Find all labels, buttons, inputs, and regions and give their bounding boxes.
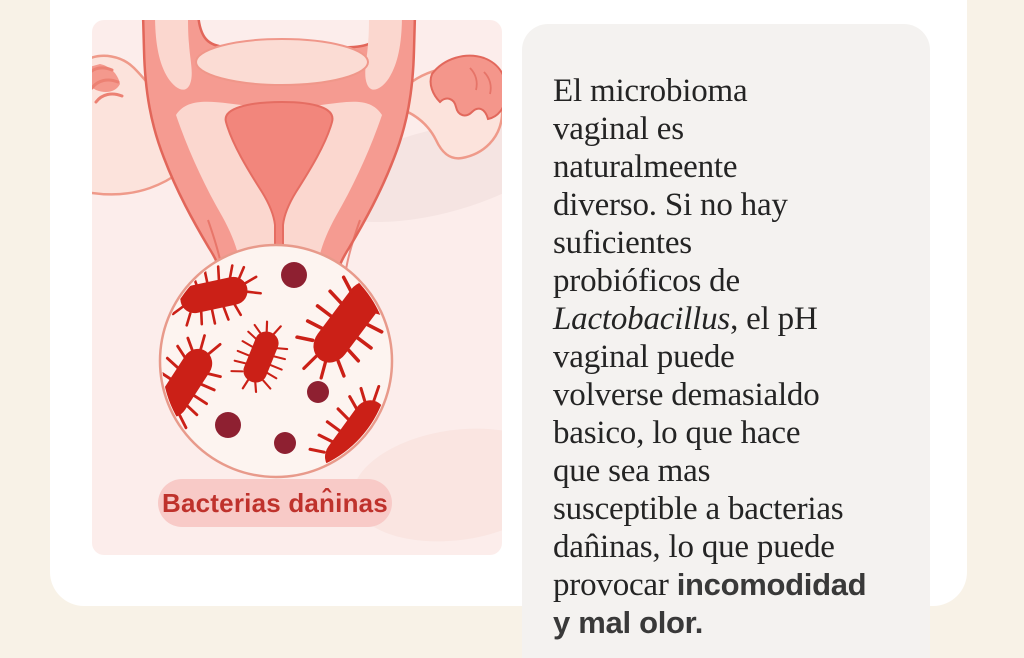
bacteria-label: Bacterias dan̂inas	[162, 487, 388, 518]
paragraph-line	[553, 72, 913, 110]
bacteria-label-pill	[158, 479, 392, 527]
line-text: suficientes	[553, 225, 692, 261]
line-text: provocar	[553, 567, 677, 603]
paragraph-line	[553, 604, 913, 642]
body-paragraph	[553, 72, 913, 642]
emphasis-text: incomodidad	[676, 567, 867, 602]
paragraph-line	[553, 414, 913, 452]
line-text: , el pH	[730, 301, 818, 337]
paragraph-line	[553, 490, 913, 528]
bacteria-dot-icon	[215, 412, 241, 438]
uterus-illustration	[92, 20, 502, 555]
paragraph-line	[553, 566, 913, 604]
bacteria-dot-icon	[274, 432, 296, 454]
paragraph-line	[553, 148, 913, 186]
line-text: diverso. Si no hay	[553, 187, 788, 223]
line-text: El microbioma	[553, 73, 748, 109]
paragraph-line	[553, 224, 913, 262]
line-text: que sea mas	[553, 453, 711, 489]
paragraph-line	[553, 338, 913, 376]
paragraph-line	[553, 186, 913, 224]
paragraph-line	[553, 452, 913, 490]
line-text: vaginal es	[553, 111, 684, 147]
text-panel	[522, 24, 930, 658]
species-name: Lactobacillus	[553, 301, 731, 337]
paragraph-line	[553, 110, 913, 148]
bacteria-dot-icon	[281, 262, 307, 288]
paragraph-line	[553, 376, 913, 414]
line-text: vaginal puede	[553, 339, 735, 375]
line-text: volverse demasialdo	[553, 377, 820, 413]
line-text: susceptible a bacterias	[553, 491, 844, 527]
line-text: naturalmeente	[553, 149, 738, 185]
paragraph-line	[553, 262, 913, 300]
line-text: dan̂inas, lo que puede	[553, 529, 835, 565]
paragraph-line	[553, 528, 913, 566]
paragraph-line	[553, 300, 913, 338]
emphasis-text: y mal olor.	[553, 605, 704, 640]
line-text: probióficos de	[553, 263, 740, 299]
bacteria-dot-icon	[307, 381, 329, 403]
line-text: basico, lo que hace	[553, 415, 801, 451]
illustration-panel	[92, 20, 502, 555]
